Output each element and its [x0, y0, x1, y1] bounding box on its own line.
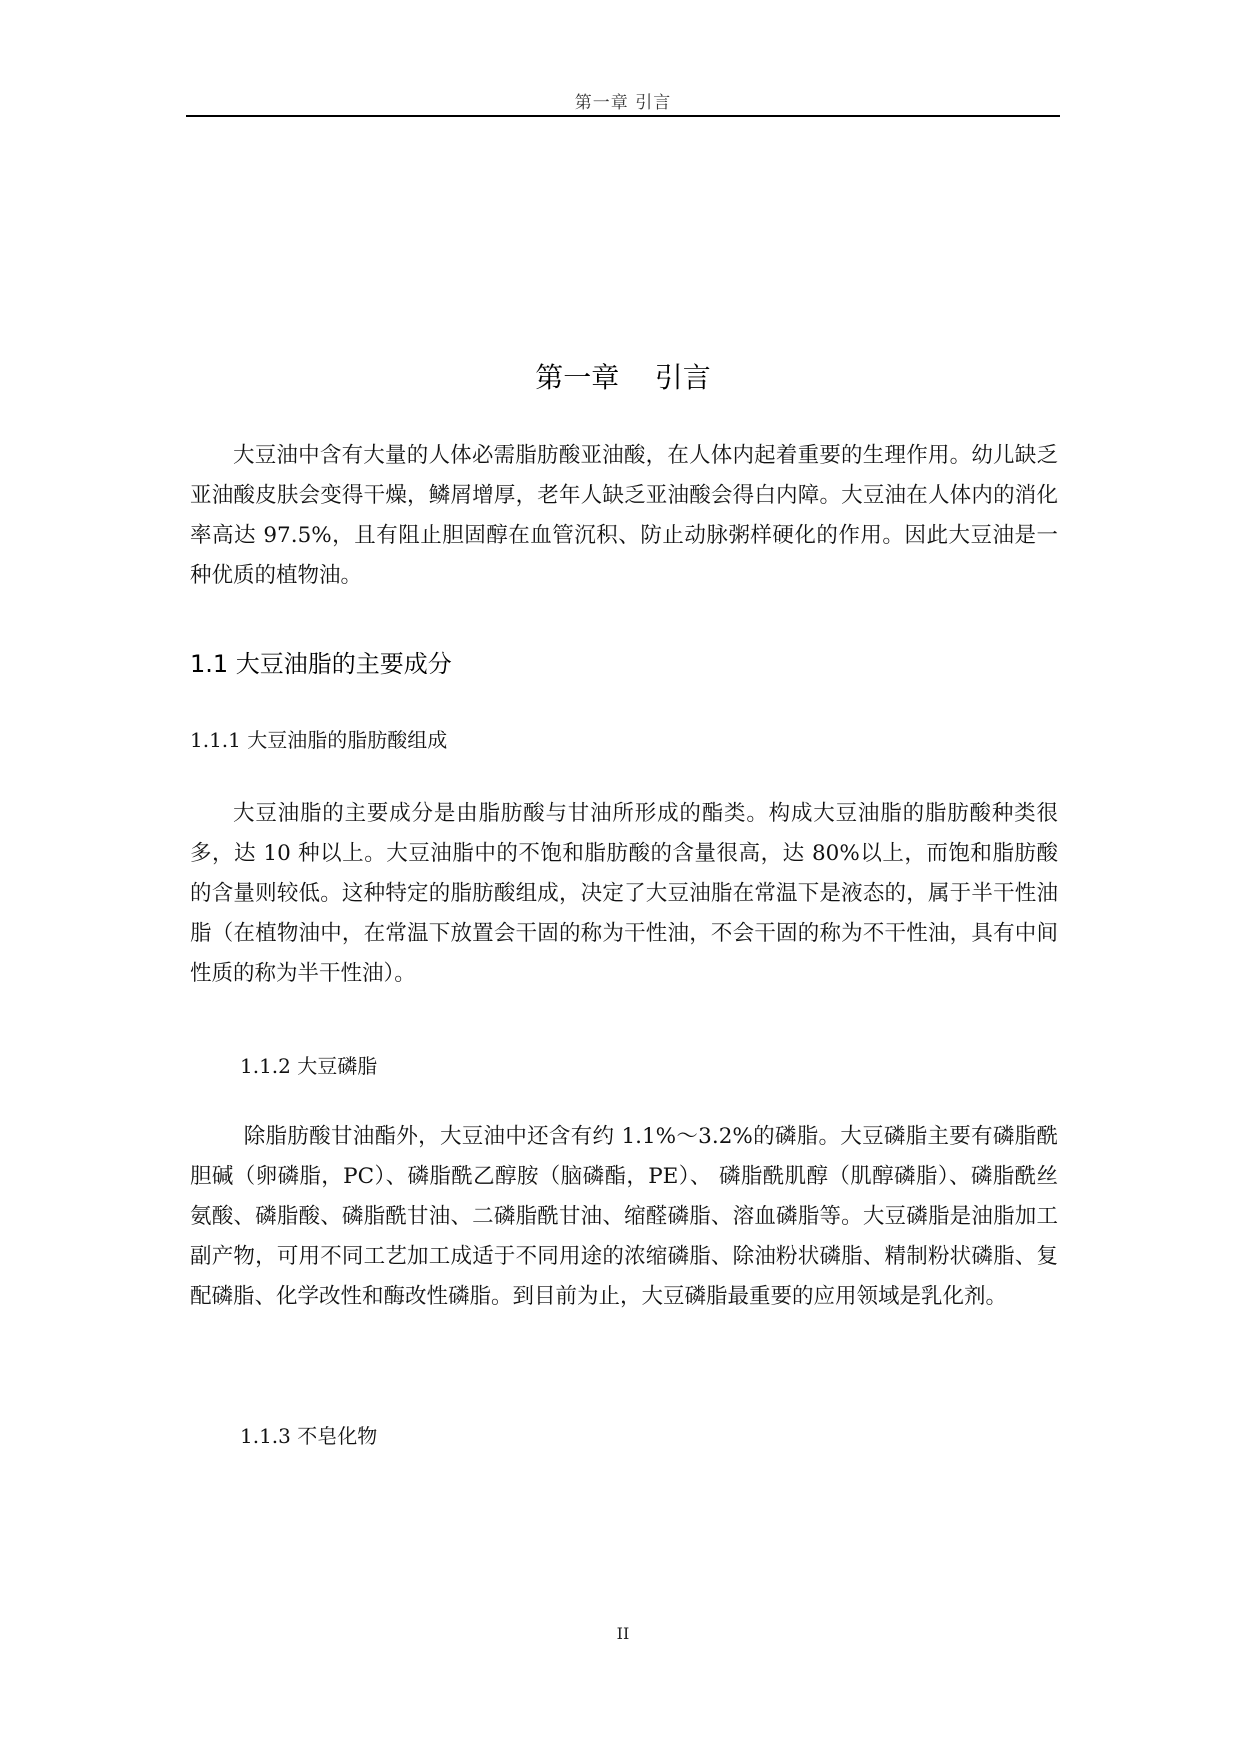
- running-header: 第一章 引言: [574, 93, 672, 113]
- section-heading-1-1: 1.1 大豆油脂的主要成分: [190, 650, 452, 678]
- fatty-acid-paragraph: 大豆油脂的主要成分是由脂肪酸与甘油所形成的酯类。构成大豆油脂的脂肪酸种类很多，达 10 种以上。大豆油脂中的不饱和脂肪酸的含量很高，达 80%以上，而饱和脂肪酸的含量则较低。这种特定的脂肪酸组成，决定了大豆油脂在常温下是液态的，属于半干性油脂（在植物油中，在常温下放置会干固的称为干性油，不会干固的称为不干性油，具有中间性质的称为半干性油）。: [190, 801, 1058, 986]
- intro-paragraph: 大豆油中含有大量的人体必需脂肪酸亚油酸，在人体内起着重要的生理作用。幼儿缺乏亚油酸皮肤会变得干燥，鳞屑增厚，老年人缺乏亚油酸会得白内障。大豆油在人体内的消化率高达 97.5%，且有阻止胆固醇在血管沉积、防止动脉粥样硬化的作用。因此大豆油是一种优质的植物油。: [190, 443, 1058, 588]
- page-number: II: [616, 1624, 630, 1643]
- subsection-heading-1-1-1: 1.1.1 大豆油脂的脂肪酸组成: [190, 728, 448, 752]
- chapter-title: 第一章 引言: [535, 361, 711, 394]
- phospholipid-paragraph: 除脂肪酸甘油酯外，大豆油中还含有约 1.1%～3.2%的磷脂。大豆磷脂主要有磷脂酰胆碱（卵磷脂，PC）、磷脂酰乙醇胺（脑磷酯，PE）、 磷脂酰肌醇（肌醇磷脂）、磷脂酰丝氨酸、磷脂酸、磷脂酰甘油、二磷脂酰甘油、缩醛磷脂、溶血磷脂等。大豆磷脂是油脂加工副产物，可用不同工艺加工成适于不同用途的浓缩磷脂、除油粉状磷脂、精制粉状磷脂、复配磷脂、化学改性和酶改性磷脂。到目前为止，大豆磷脂最重要的应用领域是乳化剂。: [190, 1124, 1058, 1309]
- header-rule: [186, 115, 1060, 117]
- subsection-heading-1-1-3: 1.1.3 不皂化物: [240, 1424, 378, 1448]
- subsection-heading-1-1-2: 1.1.2 大豆磷脂: [240, 1054, 378, 1078]
